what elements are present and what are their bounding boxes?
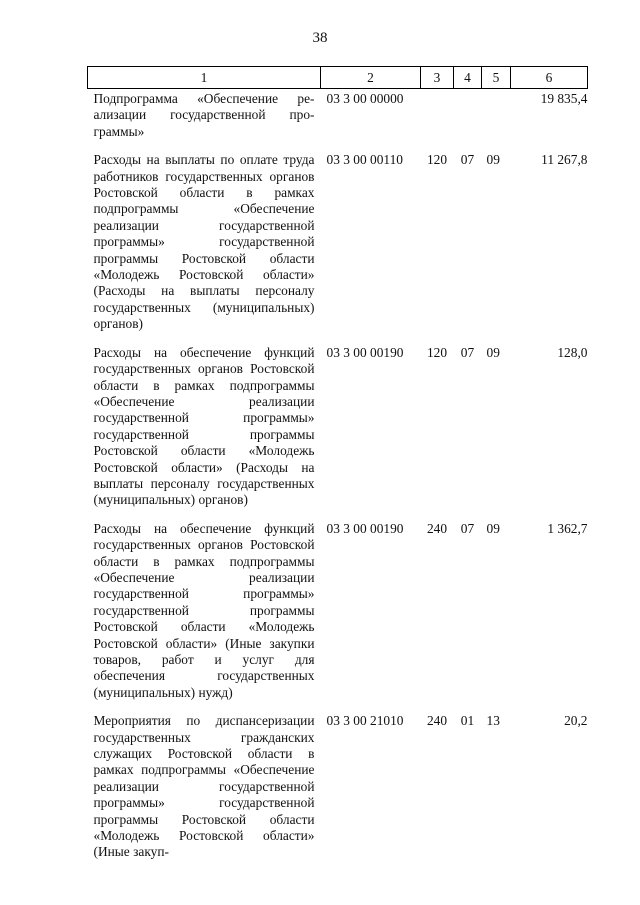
table-row xyxy=(88,343,588,519)
row-vr: 120 xyxy=(426,152,448,168)
row-name: Расходы на выплаты по оплате труда работников государственных органов Ростовской области в рамках подпрограммы «Обеспечение реализации государственной программы» государственной программы Ростовской области «Молодежь Ростовской области» (Расходы на выплаты персоналу государственных (муниципальных) органов) xyxy=(93,152,315,332)
row-code: 03 3 00 21010 xyxy=(326,713,404,729)
table-row xyxy=(88,519,588,711)
row-rz: 07 xyxy=(460,344,475,360)
row-code: 03 3 00 00190 xyxy=(326,344,404,360)
header-col-5: 5 xyxy=(482,67,511,89)
header-col-1: 1 xyxy=(88,67,321,89)
table-row xyxy=(88,150,588,342)
row-rz: 01 xyxy=(460,713,475,729)
budget-table xyxy=(87,66,588,871)
row-sum: 1 362,7 xyxy=(547,520,588,536)
row-vr: 240 xyxy=(426,713,448,729)
row-vr: 120 xyxy=(426,344,448,360)
header-col-4: 4 xyxy=(454,67,482,89)
header-col-2: 2 xyxy=(321,67,421,89)
row-pr: 09 xyxy=(486,344,500,360)
row-pr: 09 xyxy=(486,152,500,168)
row-vr xyxy=(421,89,454,151)
row-code: 03 3 00 00190 xyxy=(326,520,404,536)
header-col-3: 3 xyxy=(421,67,454,89)
row-sum: 11 267,8 xyxy=(541,152,588,168)
row-code: 03 3 00 00110 xyxy=(326,152,403,168)
row-rz xyxy=(454,89,482,151)
table-body xyxy=(88,89,588,871)
row-rz: 07 xyxy=(460,152,475,168)
row-vr: 240 xyxy=(426,520,448,536)
row-name: Расходы на обеспечение функций государственных органов Ростовской области в рамках подпрограммы «Обеспечение реализации государственной программы» государственной программы Ростовской области «Молодежь Ростовской области» (Иные закупки товаров, работ и услуг для обеспечения государственных (муниципальных) нужд) xyxy=(93,520,315,700)
row-pr: 13 xyxy=(486,713,500,729)
row-sum: 19 835,4 xyxy=(540,91,588,106)
page-number: 38 xyxy=(312,30,328,46)
row-pr xyxy=(482,89,511,151)
row-name: Подпрограмма «Обеспечение реализации государственной программы» xyxy=(93,91,315,139)
table-row xyxy=(88,711,588,871)
row-rz: 07 xyxy=(460,520,475,536)
header-row xyxy=(88,67,588,89)
table-row xyxy=(88,89,588,151)
row-name: Расходы на обеспечение функций государственных органов Ростовской области в рамках подпрограммы «Обеспечение реализации государственной программы» государственной программы Ростовской области «Молодежь Ростовской области» (Расходы на выплаты персоналу государственных (муниципальных) органов) xyxy=(93,344,315,508)
header-col-6: 6 xyxy=(511,67,588,89)
table-header xyxy=(88,67,588,89)
row-sum: 20,2 xyxy=(564,713,588,729)
row-code: 03 3 00 00000 xyxy=(326,91,404,106)
row-sum: 128,0 xyxy=(557,344,588,360)
row-pr: 09 xyxy=(486,520,500,536)
row-name: Мероприятия по диспансеризации государственных гражданских служащих Ростовской области в рамках подпрограммы «Обеспечение реализации государственной программы» государственной программы Ростовской области «Молодежь Ростовской области» (Иные закуп- xyxy=(93,713,315,860)
